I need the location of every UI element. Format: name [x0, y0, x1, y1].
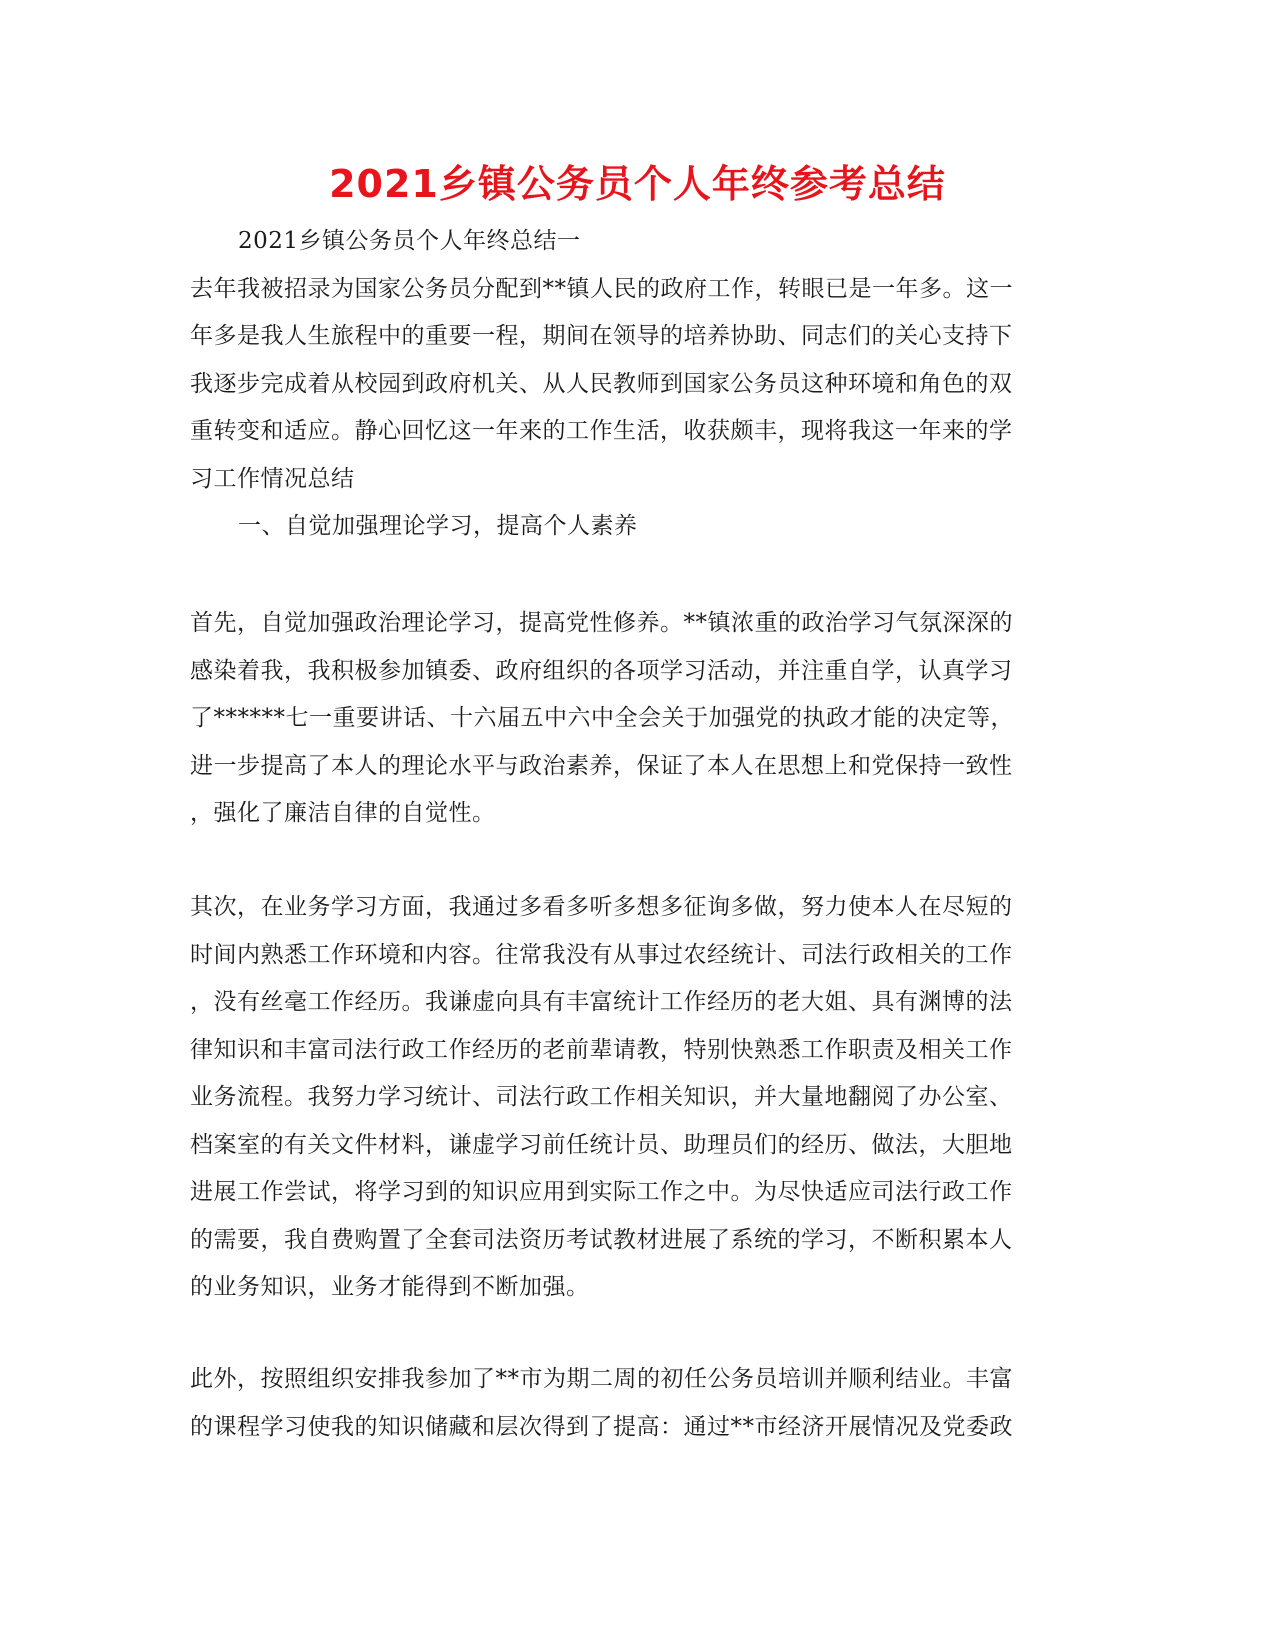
paragraph-line: 了******七一重要讲话、十六届五中六中全会关于加强党的执政才能的决定等， — [190, 705, 1014, 731]
intro-line: 习工作情况总结 — [190, 465, 355, 492]
paragraph-line: 的需要，我自费购置了全套司法资历考试教材进展了系统的学习，不断积累本人 — [190, 1226, 1013, 1253]
paragraph-line: 的业务知识，业务才能得到不断加强。 — [190, 1274, 590, 1300]
intro-section — [190, 218, 1070, 551]
paragraph-line: 其次，在业务学习方面，我通过多看多听多想多征询多做，努力使本人在尽短的 — [190, 894, 1013, 920]
intro-line: 重转变和适应。静心回忆这一年来的工作生活，收获颇丰，现将我这一年来的学 — [190, 418, 1013, 444]
paragraph-line: 进展工作尝试，将学习到的知识应用到实际工作之中。为尽快适应司法行政工作 — [190, 1179, 1013, 1205]
paragraph-political-study — [190, 600, 1070, 838]
paragraph-line: 档案室的有关文件材料，谦虚学习前任统计员、助理员们的经历、做法，大胆地 — [190, 1131, 1013, 1158]
paragraph-line: 律知识和丰富司法行政工作经历的老前辈请教，特别快熟悉工作职责及相关工作 — [190, 1036, 1013, 1063]
paragraph-line: 此外，按照组织安排我参加了**市为期二周的初任公务员培训并顺利结业。丰富 — [190, 1366, 1013, 1392]
intro-line: 去年我被招录为国家公务员分配到**镇人民的政府工作，转眼已是一年多。这一 — [190, 275, 1013, 302]
paragraph-line: 首先，自觉加强政治理论学习，提高党性修养。**镇浓重的政治学习气氛深深的 — [190, 610, 1013, 636]
paragraph-line: 的课程学习使我的知识储藏和层次得到了提高：通过**市经济开展情况及党委政 — [190, 1413, 1013, 1440]
paragraph-line: 感染着我，我积极参加镇委、政府组织的各项学习活动，并注重自学，认真学习 — [190, 657, 1013, 684]
subtitle: 2021乡镇公务员个人年终总结一 — [238, 228, 581, 254]
intro-line: 年多是我人生旅程中的重要一程，期间在领导的培养协助、同志们的关心支持下 — [190, 323, 1013, 349]
paragraph-line: 时间内熟悉工作环境和内容。往常我没有从事过农经统计、司法行政相关的工作 — [190, 941, 1013, 968]
paragraph-line: 业务流程。我努力学习统计、司法行政工作相关知识，并大量地翻阅了办公室、 — [190, 1084, 1013, 1110]
paragraph-training — [190, 1356, 1070, 1451]
paragraph-line: 进一步提高了本人的理论水平与政治素养，保证了本人在思想上和党保持一致性 — [190, 752, 1013, 779]
intro-line: 我逐步完成着从校园到政府机关、从人民教师到国家公务员这种环境和角色的双 — [190, 370, 1013, 397]
section-heading: 一、自觉加强理论学习，提高个人素养 — [238, 513, 638, 539]
paragraph-line: ，强化了廉洁自律的自觉性。 — [190, 800, 496, 826]
paragraph-business-study — [190, 884, 1070, 1312]
paragraph-line: ，没有丝毫工作经历。我谦虚向具有丰富统计工作经历的老大姐、具有渊博的法 — [190, 989, 1013, 1015]
page-title: 2021乡镇公务员个人年终参考总结 — [329, 162, 946, 206]
